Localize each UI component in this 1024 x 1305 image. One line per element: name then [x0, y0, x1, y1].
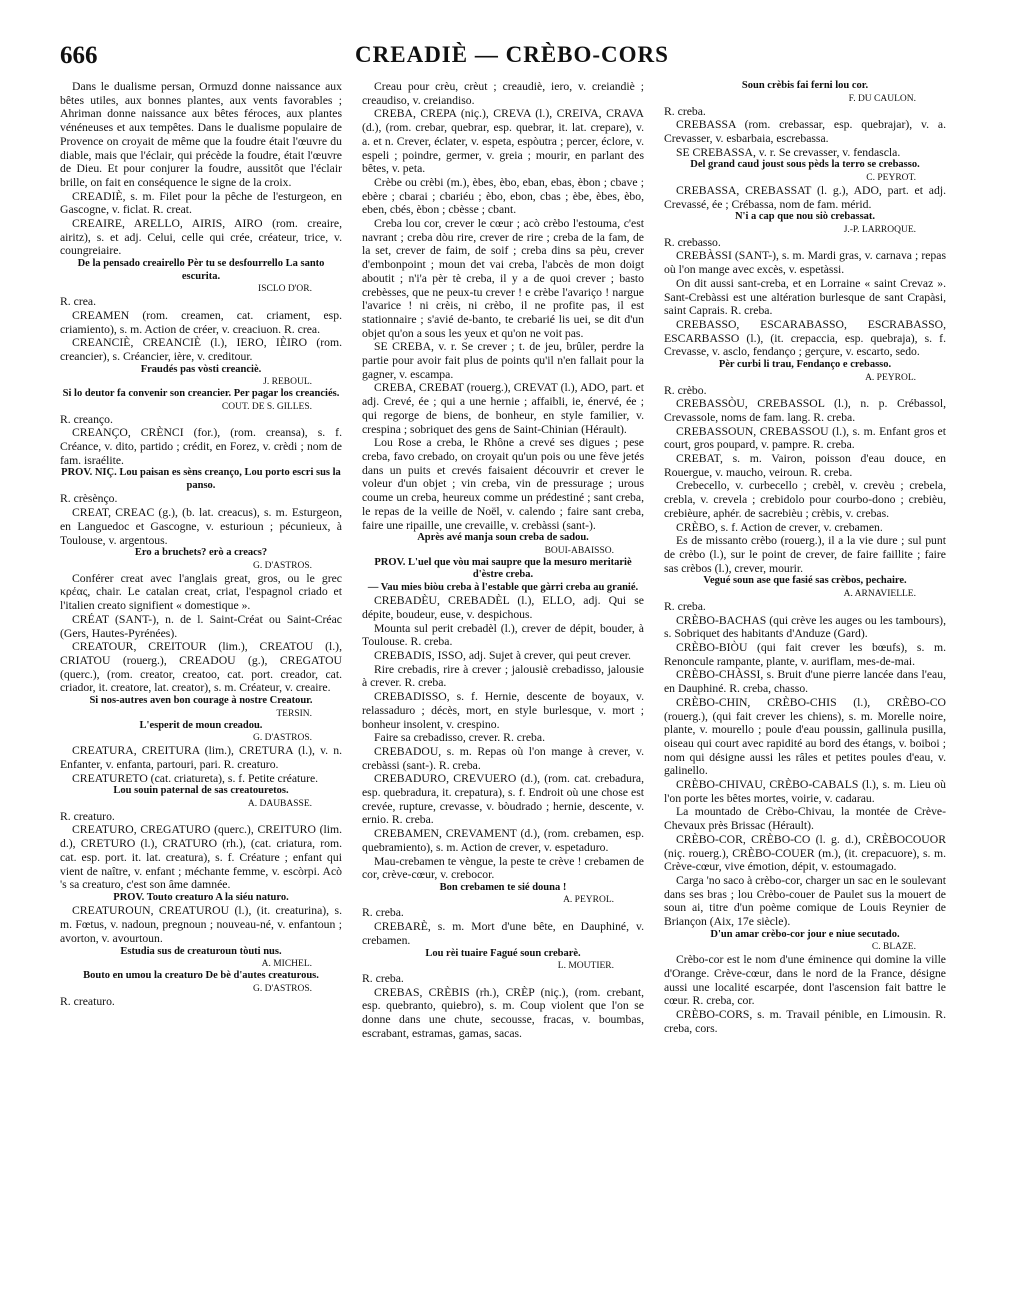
quotation: — Vau mies biòu creba à l'estable que gàrri creba au granié.	[367, 581, 639, 593]
reference-line: R. creaturo.	[60, 994, 115, 1008]
quotation: Soun crèbis fai ferni lou cor.	[741, 80, 869, 91]
entry-paragraph: SE CREBA, v. r. Se crever ; t. de jeu, brûler, perdre la partie pour avoir fait plus de points qu'il n'en fallait pour la gagner, v. escampa.	[362, 340, 644, 381]
quotation: Lou rèi tuaire Fagué soun crebarè.	[425, 947, 581, 959]
quotation: N'i a cap que nou siò crebassat.	[734, 211, 876, 223]
attribution: A. PEYROL.	[865, 372, 916, 383]
quotation: De la pensado creairello Pèr tu se desfourrello La santo escurita.	[77, 258, 325, 282]
entry-paragraph: CREBASSA, CREBASSAT (l. g.), ADO, part. et adj. Crevassé, ée ; Crébassa, nom de fam. mérid.	[664, 183, 946, 211]
column-2	[362, 80, 644, 1280]
quotation: L'esperit de moun creadou.	[139, 719, 263, 731]
entry-paragraph: Faire sa crebadisso, crever. R. creba.	[374, 731, 546, 745]
attribution: ISCLO D'OR.	[258, 284, 312, 295]
entry-paragraph: CRÈBO-CORS, s. m. Travail pénible, en Limousin. R. creba, cors.	[664, 1008, 946, 1035]
attribution: C. PEYROT.	[866, 172, 916, 183]
reference-line: R. crebasso.	[664, 235, 721, 249]
entry-paragraph: Crèbo-cor est le nom d'une éminence qui domine la ville d'Orange. Crève-cœur, dans le nord de la France, désigne aussi une localité escarpée, dont l'ascension fait battre le cœur. R. creba, cor.	[664, 953, 946, 1008]
entry-paragraph: CRÈBO-BACHAS (qui crève les auges ou les tambours), s. Sobriquet des habitants d'Anduze (Gard).	[664, 613, 946, 641]
reference-line: R. crèsènço.	[60, 492, 118, 506]
reference-line: R. creba.	[664, 599, 706, 613]
quotation: Estudia sus de creaturoun tòuti nus.	[120, 945, 282, 957]
entry-paragraph: CREBASSA (rom. crebassar, esp. quebrajar), v. a. Crevasser, v. esbarbaia, escrebassa.	[664, 118, 946, 145]
quotation: PROV. Touto creaturo A la siéu naturo.	[113, 891, 289, 903]
entry-paragraph: CREAIRE, ARELLO, AIRIS, AIRO (rom. creaire, airitz), s. et adj. Celui, celle qui crée, créateur, trice, v. coungreiaire.	[60, 217, 342, 258]
entry-paragraph: CREBADURO, CREVUERO (d.), (rom. cat. crebadura, esp. quebradura, it. crepatura), s. f. Endroit où une chose est crevée, rupture, crevasse, v. bòudrado ; hernie, descente, v. ernio. R. creba.	[362, 772, 644, 827]
entry-paragraph: CRÉAT (SANT-), n. de l. Saint-Créat ou Saint-Créac (Gers, Hautes-Pyrénées).	[60, 612, 342, 640]
quotation: Fraudés pas vòsti creanciè.	[140, 363, 262, 375]
entry-paragraph: Lou Rose a creba, le Rhône a crevé ses digues ; pese creba, favo crebado, on croyait qu'un pois ou une fève jetés dans un puits et crevés faisaient découvrir et crever le voleur d'un objet ; vin creba, vin de pressurage ; urous coume un creba, heureux comme un prédestiné ; sant creba, le repas de la veille de Noël, v. calendo ; faire sant creba, faire une ripaille, une crevaille, v. crebàssi (sant-).	[362, 436, 644, 532]
entry-paragraph: CREBADÈU, CREBADÈL (l.), ELLO, adj. Qui se dépite, boudeur, euse, v. despichous.	[362, 594, 644, 621]
entry-paragraph: CREATURA, CREITURA (lim.), CRETURA (l.), v. n. Enfanter, v. enfanta, partouri, pari. R. creaturo.	[60, 744, 342, 771]
entry-paragraph: Mounta sul perit crebadèl (l.), crever de dépit, bouder, à Toulouse. R. creba.	[362, 621, 644, 649]
reference-line: R. crea.	[60, 295, 97, 309]
entry-paragraph: CREBARÈ, s. m. Mort d'une bête, en Dauphiné, v. crebamen.	[362, 920, 644, 947]
entry-paragraph: CREAMEN (rom. creamen, cat. criament, esp. criamiento), s. m. Action de créer, v. creaciuon. R. crea.	[60, 308, 342, 336]
quotation: Bon crebamen te sié douna !	[439, 881, 567, 893]
entry-paragraph: CRÈBO-CHIVAU, CRÈBO-CABALS (l.), s. m. Lieu où l'on porte les bêtes mortes, voirie, v. cadarau.	[664, 778, 946, 805]
entry-paragraph: CREBADIS, ISSO, adj. Sujet à crever, qui peut crever.	[374, 649, 631, 663]
entry-paragraph: CREBADOU, s. m. Repas où l'on mange à crever, v. crebàssi (sant-). R. creba.	[362, 744, 644, 772]
entry-paragraph: Creba lou cor, crever le cœur ; acò crèbo l'estouma, c'est navrant ; creba dòu rire, crever de rire ; creba de la fam, de la set, crever de faim, de soif ; creba dins sa pèu, crever d'embonpoint ; moun det vai creba, l'abcès de mon doigt aboutit ; n'i'a pèr tè creba, il y a de quoi crever ; basto crebèsses, que ne peux-tu crever ! e crèbe l'avariço ! nargue l'avarice ! ni crèis, ni crèbo, il ne profite pas, il est stationnaire ; s'avié de-banto, te crebarié lis uei, se dit d'un objet qu'on a sous les yeux et qu'on ne voit pas.	[362, 217, 644, 340]
entry-paragraph: CREBAT, s. m. Vairon, poisson d'eau douce, en Rouergue, v. maucho, veiroun. R. creba.	[664, 452, 946, 479]
running-title: CREADIÈ — CRÈBO-CORS	[355, 42, 669, 67]
entry-paragraph: CRÈBO-COR, CRÈBO-CO (l. g. d.), CRÈBOCOUOR (niç. rouerg.), CRÈBO-COUER (m.), (it. crepacuore), s. m. Crève-cœur, vive émotion, dépit, v. estoumagado.	[664, 832, 946, 874]
attribution: A. PEYROL.	[563, 895, 614, 906]
attribution: L. MOUTIER.	[557, 961, 614, 972]
page-number: 666	[60, 42, 98, 69]
entry-paragraph: CREBAMEN, CREVAMENT (d.), (rom. crebamen, esp. quebramiento), s. m. Action de crever, v. espetaduro.	[362, 827, 644, 854]
entry-paragraph: CRÈBO-CHIN, CRÈBO-CHIS (l.), CRÈBO-CO (rouerg.), (qui fait crever les chiens), s. m. Morelle noire, plante, v. mourello ; poule d'eau poussin, gallinula pusilla, oiseau qui court avec rapidité au bord des étangs, v. boiboi ; nom qui désigne aussi les râles et petites poules d'eau, v. galinello.	[664, 695, 946, 778]
entry-paragraph: Es de missanto crèbo (rouerg.), il a la vie dure ; sul punt de crèbo (l.), sur le point de crever, de faire faillite ; faire sas crèbos (l.), crever, mourir.	[664, 534, 946, 575]
attribution: A. MICHEL.	[261, 959, 312, 970]
entry-paragraph: CREBADISSO, s. f. Hernie, descente de boyaux, v. relassaduro ; décès, mort, en style burlesque, v. mort ; bonheur insolent, v. crespino.	[362, 690, 644, 731]
entry-paragraph: CRÈBO-BIÒU (qui fait crever les bœufs), s. m. Renoncule rampante, plante, v. auriflam, mes-de-mai.	[664, 641, 946, 668]
entry-paragraph: CREAT, CREAC (g.), (b. lat. creacus), s. m. Esturgeon, en Languedoc et Gascogne, v. esturioun ; pécunieux, à Toulouse, v. argentous.	[60, 506, 342, 547]
reference-line: R. creba.	[362, 972, 404, 986]
attribution: J.-P. LARROQUE.	[843, 224, 916, 235]
quotation: Si lo deutor fa convenir son creancier. Per pagar los creanciés.	[62, 388, 340, 400]
entry-paragraph: CREATURO, CREGATURO (querc.), CREITURO (lim. d.), CRETURO (l.), CRATURO (rh.), (cat. criatura, rom. cat. esp. port. it. lat. creatura), s. f. Créature ; enfant qui vient de naître, v. enfant ; méchante femme, v. escòrpi. Acò 's sa creaturo, c'est son âme damnée.	[60, 823, 342, 892]
quotation: Après avé manja soun creba de sadou.	[417, 532, 589, 544]
attribution: C. BLAZE.	[871, 942, 916, 953]
attribution: G. D'ASTROS.	[253, 983, 312, 994]
attribution: A. ARNAVIELLE.	[843, 588, 916, 599]
entry-paragraph: CREBASSÒU, CREBASSOL (l.), n. p. Crébassol, Crevassole, noms de fam. lang. R. creba.	[664, 397, 946, 424]
quotation: Lou souin paternal de sas creatouretos.	[113, 785, 289, 797]
entry-paragraph: Creau pour crèu, crèut ; creaudiè, iero, v. creiandiè ; creaudiso, v. creiandiso.	[362, 80, 644, 107]
entry-paragraph: CRÈBO, s. f. Action de crever, v. crebamen.	[676, 520, 883, 534]
entry-paragraph: CREBASSOUN, CREBASSOU (l.), s. m. Enfant gros et court, gros poupard, v. pampre. R. creba.	[664, 424, 946, 452]
column-3	[664, 80, 946, 1280]
attribution: A. DAUBASSE.	[247, 798, 312, 809]
entry-paragraph: CREBAS, CRÈBIS (rh.), CRÈP (niç.), (rom. crebant, esp. quebranto, quiebro), s. m. Coup violent que l'on se donne dans une chute, secousse, fracas, v. boumbas, escrabant, estramas, gamas, sacas.	[362, 985, 644, 1040]
entry-paragraph: CREBÀSSI (SANT-), s. m. Mardi gras, v. carnava ; repas où l'on mange avec excès, v. espetàssi.	[664, 249, 946, 277]
attribution: COUT. DE S. GILLES.	[221, 401, 312, 412]
entry-paragraph: On dit aussi sant-creba, et en Lorraine « saint Crevaz ». Sant-Crebàssi est une altération burlesque de sant Crapàsi, saint Caprais. R. creba.	[664, 276, 946, 318]
attribution: G. D'ASTROS.	[253, 560, 312, 571]
entry-paragraph: Conférer creat avec l'anglais great, gros, ou le grec κρέας, chair. Le catalan creat, criat, l'espagnol criado et l'italien creato signifient « domestique ».	[60, 571, 342, 613]
entry-paragraph: CREBA, CREPA (niç.), CREVA (l.), CREIVA, CRAVA (d.), (rom. crebar, quebrar, esp. quebrar, it. lat. crepare), v. a. et n. Crever, éclater, v. espeta, espòutra ; percer, éclore, v. espeli ; poindre, germer, v. greia ; mourir, en parlant des bêtes, v. peta.	[362, 107, 644, 176]
entry-paragraph: Crèbe ou crèbi (m.), èbes, èbo, eban, ebas, èbon ; cbave ; ebère ; cbarai ; cbariéu ; èbo, ebon, cbas ; èbe, èbes, èbo, eben, cbés, èbon ; cbèsse ; cbant.	[362, 175, 644, 217]
entry-paragraph: Rire crebadis, rire à crever ; jalousiè crebadisso, jalousie à crever. R. creba.	[362, 662, 644, 690]
entry-paragraph: CREANÇO, CRÈNCI (for.), (rom. creansa), s. f. Créance, v. dito, partido ; crédit, en Forez, v. crèdi ; nom de fam. israélite.	[60, 426, 342, 467]
quotation: PROV. L'uel que vòu mai saupre que la mesuro meritariè d'èstre creba.	[374, 556, 632, 581]
quotation: Pèr curbi li trau, Fendanço e crebasso.	[718, 359, 892, 371]
attribution: BOUI-ABAISSO.	[544, 545, 614, 556]
entry-paragraph: CREATOUR, CREITOUR (lim.), CREATOU (l.), CRIATOU (rouerg.), CREADOU (g.), CREGATOU (querc.), (rom. creator, creatoo, cat. port. creador, cat. criador, it. creatore, lat. creator), s. m. Créateur, v. creaire.	[60, 640, 342, 695]
quotation: Ero a bruchets? erò a creacs?	[134, 547, 268, 559]
reference-line: R. creanço.	[60, 412, 113, 426]
reference-line: R. crèbo.	[664, 383, 707, 397]
quotation: Del grand caud joust sous pèds la terro se crebasso.	[690, 159, 920, 171]
quotation: Vegué soun ase que fasié sas crèbos, pechaire.	[703, 575, 907, 587]
quotation: PROV. NIÇ. Lou paisan es sèns creanço, Lou porto escri sus la panso.	[61, 467, 341, 491]
entry-paragraph: CREATUROUN, CREATUROU (l.), (it. creaturina), s. m. Fœtus, v. nadoun, pregnoun ; nouveau-né, v. enfantoun ; avorton, v. avourtoun.	[60, 904, 342, 945]
quotation: Bouto en umou la creaturo De bè d'autes creaturous.	[83, 970, 319, 982]
entry-paragraph: CREANCIÈ, CREANCIÈ (l.), IERO, IÈIRO (rom. creancier), s. Créancier, ière, v. creditour.	[60, 336, 342, 363]
reference-line: R. creba.	[664, 104, 706, 118]
reference-line: R. creba.	[362, 906, 404, 920]
quotation: Si nos-autres aven bon courage à nostre Creatour.	[89, 695, 313, 707]
entry-paragraph: CREATURETO (cat. criatureta), s. f. Petite créature.	[72, 771, 319, 785]
entry-paragraph: Carga 'no saco à crèbo-cor, charger un sac en le soulevant dans ses bras ; lou Crèbo-couer de Paulet sus la mouert de soun ai, titre d'un poème comique de Louis Reynier de Briançon (Aix, 17e siècle).	[664, 873, 946, 929]
quotation: D'un amar crèbo-cor jour e niue secutado.	[710, 928, 900, 940]
attribution: TERSIN.	[276, 708, 312, 719]
attribution: F. DU CAULON.	[848, 93, 916, 104]
running-header	[60, 42, 964, 76]
entry-paragraph: SE CREBASSA, v. r. Se crevasser, v. fendascla.	[676, 145, 901, 159]
reference-line: R. creaturo.	[60, 809, 115, 823]
attribution: J. REBOUL.	[263, 377, 312, 388]
column-1	[60, 80, 342, 1280]
entry-paragraph: La mountado de Crèbo-Chivau, la montée de Crève-Chevaux près Brissac (Hérault).	[664, 805, 946, 833]
entry-paragraph: CRÈBO-CHÀSSI, s. Bruit d'une pierre lancée dans l'eau, en Dauphiné. R. creba, chasso.	[664, 668, 946, 696]
entry-paragraph: CREBA, CREBAT (rouerg.), CREVAT (l.), ADO, part. et adj. Crevé, ée ; qui a une hernie ; affaibli, ie, énervé, ée ; qui regorge de biens, de bonheur, en style familier, v. crespina ; sobriquet des gens de Saint-Chinian (Hérault).	[362, 381, 644, 436]
entry-paragraph: CREBASSO, ESCARABASSO, ESCRABASSO, ESCARBASSO (l.), (it. crepaccia, esp. quebraja), s. f. Crevasse, v. asclo, fendanço ; gerçure, v. escarto, sedo.	[664, 317, 946, 359]
entry-paragraph: Crebecello, v. curbecello ; crebèl, v. crevèu ; crebela, crebla, v. crevela ; crebidolo pour courbo-dono ; crebièu, crebièure, aphér. de sacrebièu ; crèbis, v. crebas.	[664, 479, 946, 520]
entry-paragraph: Dans le dualisme persan, Ormuzd donne naissance aux bêtes utiles, aux bonnes plantes, aux vents favorables ; Ahriman donne naissance aux bêtes féroces, aux plantes vénéneuses et aux tempêtes. Dans le dualisme populaire de Provence on croyait de même que la foudre était l'œuvre du diable, mais que l'éclair, qui précède la foudre, était l'œuvre de Dieu. Et pour conjurer la foudre, aussitôt que l'éclair brille, on fait en conséquence le signe de la croix.	[60, 80, 342, 189]
entry-paragraph: Mau-crebamen te vèngue, la peste te crève ! crebamen de cor, crève-cœur, v. crebocor.	[362, 854, 644, 882]
attribution: G. D'ASTROS.	[253, 733, 312, 744]
entry-paragraph: CREADIÈ, s. m. Filet pour la pêche de l'esturgeon, en Gascogne, v. ficlat. R. creat.	[60, 189, 342, 217]
